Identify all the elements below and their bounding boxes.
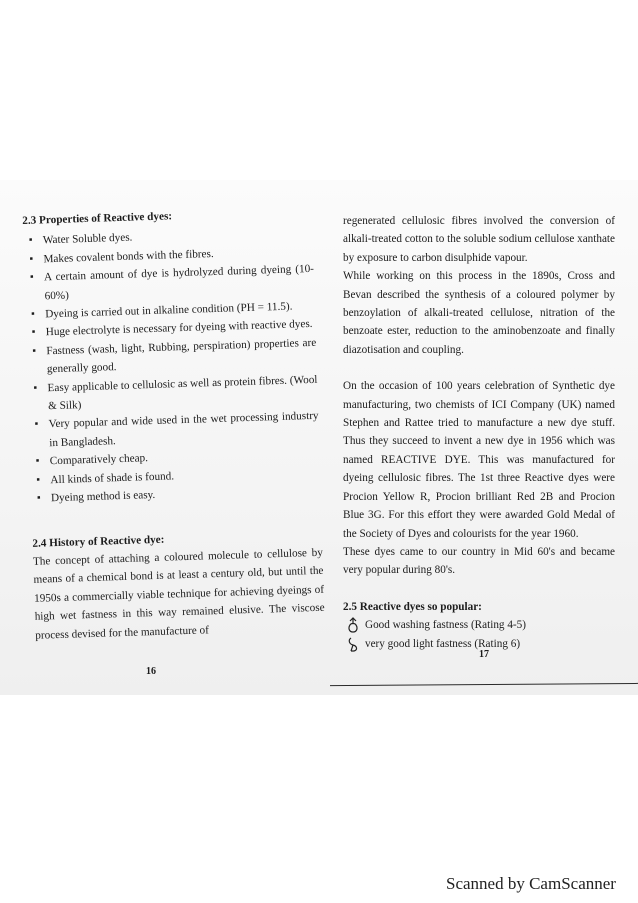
list-item: ▪ Easy applicable to cellulosic as well as protein fibres. (Wool & Silk) [27, 370, 318, 416]
list-item: ▪ All kinds of shade is found. [30, 462, 320, 490]
hand-drawn-bullet-icon [347, 636, 359, 652]
list-item: ▪ Dyeing method is easy. [31, 481, 321, 509]
list-item: ▪ A certain amount of dye is hydrolyzed during dyeing (10-60%) [24, 260, 315, 306]
list-item: ▪ Water Soluble dyes. [23, 223, 313, 251]
history-continued-paragraph: regenerated cellulosic fibres involved the conversion of alkali-treated cotton to the soluble sodium cellulose xanthate by exposure to carbon disulphide vapour. [343, 215, 615, 264]
popular-item-label: very good light fastness (Rating 6) [365, 637, 521, 650]
heading-properties: 2.3 Properties of Reactive dyes: [22, 210, 173, 227]
heading-history: 2.4 History of Reactive dye: [32, 533, 165, 550]
history-paragraph: The concept of attaching a coloured molecule to cellulose by means of a chemical bond is at least a century old, but until the 1950s a commercially viable technique for achieving dyeings of high wet fastness in this way remained elusive. The viscose process devised for the manufacture of [32, 546, 325, 642]
popular-item-label: Good washing fastness (Rating 4-5) [365, 619, 526, 632]
list-item: ▪ Comparatively cheap. [30, 444, 320, 472]
page-number-right: 17 [479, 649, 489, 660]
right-page-column [343, 212, 615, 653]
properties-list [23, 223, 322, 508]
list-item: ▪ Huge electrolyte is necessary for dyeing with reactive dyes. [26, 315, 316, 343]
list-item [343, 616, 615, 634]
bangladesh-paragraph: These dyes came to our country in Mid 60's and became very popular during 80's. [343, 545, 615, 577]
heading-popular: 2.5 Reactive dyes so popular: [343, 600, 482, 613]
ici-paragraph: On the occasion of 100 years celebration of Synthetic dye manufacturing, two chemists of ICI Company (UK) named Stephen and Rattee tried to manufacture a new dye stuff. Thus they succeed to invent a new dye in 1956 which was named REACTIVE DYE. This was manufactured for dyeing cellulosic fibres. The 1st three Reactive dyes were Procion Yellow R, Procion brilliant Red 2B and Procion Blue 3G. For this effort they were awarded Gold Medal of the Society of Dyes and colourists for the year 1960. [343, 380, 615, 540]
cross-bevan-paragraph: While working on this process in the 1890s, Cross and Bevan described the synthesis of a coloured polymer by benzoylation of alkali-treated cellulose, nitration of the benzoate ester, reduction to the aminobenzoate and finally diazotisation and coupling. [343, 270, 615, 356]
scanner-watermark: Scanned by CamScanner [446, 874, 616, 893]
list-item: ▪ Fastness (wash, light, Rubbing, perspiration) properties are generally good. [26, 334, 317, 380]
left-page-column [22, 203, 325, 645]
list-item: ▪ Makes covalent bonds with the fibres. [23, 242, 313, 270]
hand-drawn-bullet-icon [347, 617, 359, 633]
page-number-left: 16 [146, 666, 156, 677]
list-item: ▪ Dyeing is carried out in alkaline condition (PH = 11.5). [25, 297, 315, 325]
list-item: ▪ Very popular and wide used in the wet processing industry in Bangladesh. [28, 407, 319, 453]
